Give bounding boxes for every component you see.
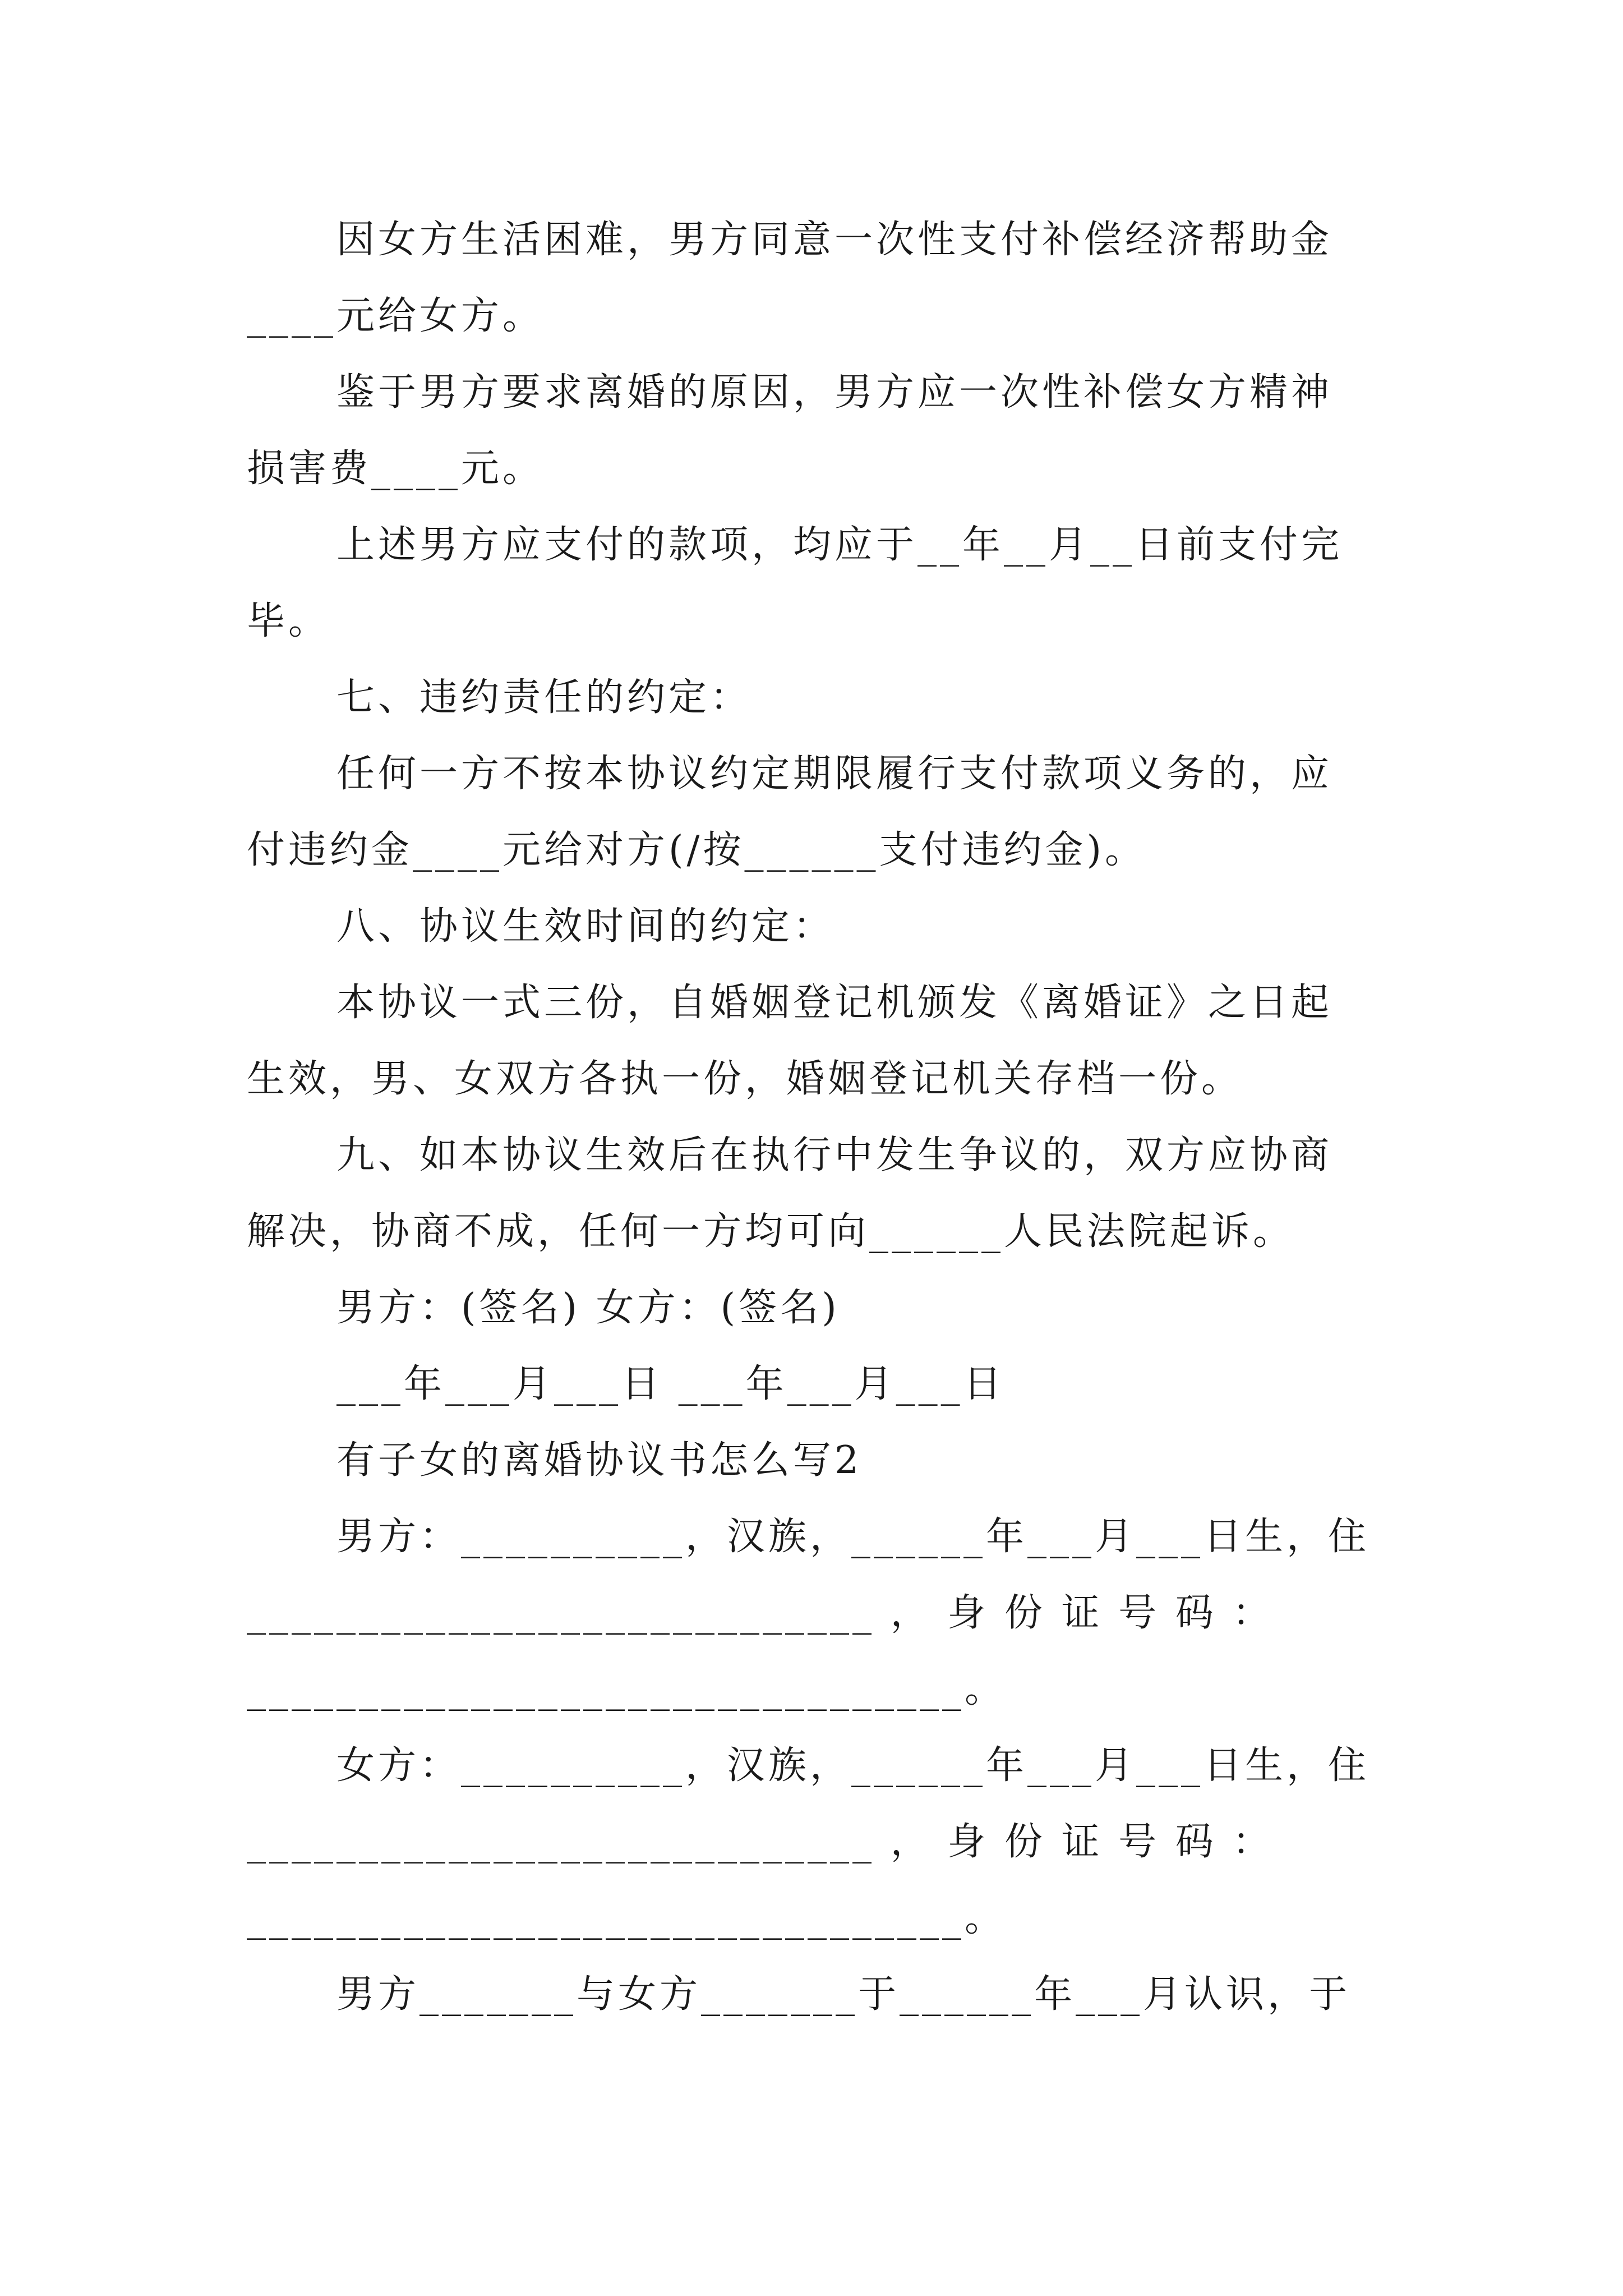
male-party-line-2-text: ____________________________ ， 身 份 证 号 码 ： (247, 1591, 1274, 1635)
section-heading-7: 七、违约责任的约定： (336, 675, 752, 720)
date-line: ___年___月___日 ___年___月___日 (336, 1362, 1005, 1406)
section-heading-8: 八、协议生效时间的约定： (336, 904, 835, 949)
paragraph-line-14: 解决，协商不成，任何一方均可向______人民法院起诉。 (247, 1209, 1295, 1254)
male-party-line-1: 男方：__________，汉族，______年___月___日生，住 (336, 1515, 1370, 1559)
paragraph-line-5: 上述男方应支付的款项，均应于__年__月__日前支付完 (336, 523, 1343, 567)
document-subtitle: 有子女的离婚协议书怎么写2 (336, 1438, 863, 1483)
paragraph-line-4: 损害费____元。 (247, 447, 545, 491)
female-party-line-2-text: ____________________________ ， 身 份 证 号 码 ： (247, 1820, 1274, 1864)
female-party-line-2 (247, 1804, 1385, 1880)
paragraph-line-9: 付违约金____元给对方(/按______支付违约金)。 (247, 828, 1146, 872)
female-party-line-1: 女方：__________，汉族，______年___月___日生，住 (336, 1743, 1370, 1788)
female-party-line-3: ________________________________。 (247, 1896, 1007, 1940)
signature-line: 男方：(签名) 女方：(签名) (336, 1286, 840, 1330)
paragraph-line-12: 生效，男、女双方各执一份，婚姻登记机关存档一份。 (247, 1057, 1243, 1101)
paragraph-line-2: ____元给女方。 (247, 294, 545, 338)
paragraph-line-3: 鉴于男方要求离婚的原因，男方应一次性补偿女方精神 (336, 370, 1333, 415)
paragraph-line-1: 因女方生活困难，男方同意一次性支付补偿经济帮助金 (336, 218, 1333, 262)
document-page (247, 202, 1385, 2033)
male-party-line-3: ________________________________。 (247, 1667, 1007, 1711)
paragraph-line-13: 九、如本协议生效后在执行中发生争议的，双方应协商 (336, 1133, 1333, 1177)
paragraph-line-11: 本协议一式三份，自婚姻登记机颁发《离婚证》之日起 (336, 981, 1333, 1025)
acquaintance-line: 男方_______与女方_______于______年___月认识，于 (336, 1972, 1351, 2017)
paragraph-line-8: 任何一方不按本协议约定期限履行支付款项义务的，应 (336, 752, 1333, 796)
male-party-line-2 (247, 1575, 1385, 1651)
paragraph-line-6: 毕。 (247, 599, 330, 643)
